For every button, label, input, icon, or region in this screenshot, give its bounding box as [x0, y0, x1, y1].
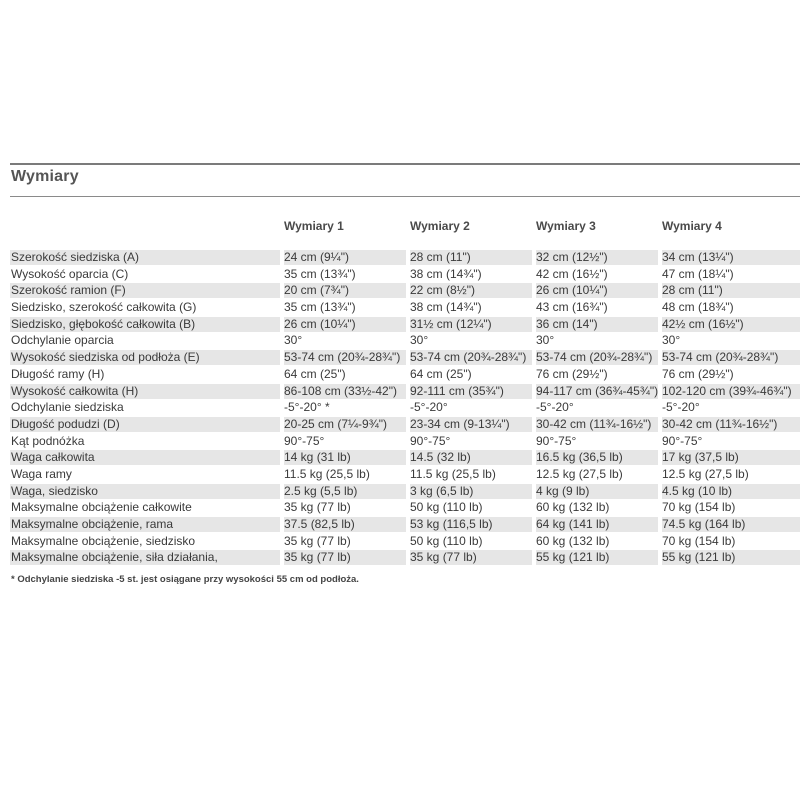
dimensions-table — [10, 249, 800, 566]
table-cell: -5°-20° — [536, 400, 574, 415]
table-cell: 30° — [284, 333, 303, 348]
row-label: Maksymalne obciążenie, siła działania, — [11, 550, 218, 565]
table-row — [10, 533, 800, 550]
table-cell: 30° — [410, 333, 429, 348]
table-cell: 16.5 kg (36,5 lb) — [536, 450, 623, 465]
row-label: Odchylanie oparcia — [11, 333, 114, 348]
row-label: Kąt podnóżka — [11, 433, 85, 448]
table-cell: 35 kg (77 lb) — [284, 550, 351, 565]
table-cell: 43 cm (16¾") — [536, 300, 608, 315]
row-label: Maksymalne obciążenie, rama — [11, 517, 174, 531]
table-cell: 12.5 kg (27,5 lb) — [536, 466, 623, 481]
table-row — [10, 433, 800, 450]
table-row — [10, 383, 800, 400]
table-cell: 38 cm (14¾") — [410, 300, 482, 315]
row-label: Maksymalne obciążenie całkowite — [11, 500, 192, 515]
column-header-2: Wymiary 2 — [410, 219, 470, 233]
table-cell: -5°-20° — [662, 400, 700, 415]
table-row — [10, 499, 800, 516]
row-label: Wysokość siedziska od podłoża (E) — [11, 350, 200, 365]
table-cell: 53 kg (116,5 lb) — [410, 517, 493, 531]
table-cell: 4 kg (9 lb) — [536, 483, 590, 498]
column-header-4: Wymiary 4 — [662, 219, 722, 233]
row-label: Długość ramy (H) — [11, 366, 105, 381]
table-cell: 14 kg (31 lb) — [284, 450, 351, 465]
table-cell: 60 kg (132 lb) — [536, 533, 610, 548]
footnote: * Odchylanie siedziska -5 st. jest osiągane przy wysokości 55 cm od podłoża. — [11, 574, 359, 585]
table-cell: 23-34 cm (9-13¼") — [410, 416, 510, 431]
row-label: Wysokość oparcia (C) — [11, 266, 129, 281]
table-cell: 26 cm (10¼") — [284, 316, 356, 331]
table-cell: 70 kg (154 lb) — [662, 500, 736, 515]
table-cell: 60 kg (132 lb) — [536, 500, 610, 515]
table-cell: 14.5 (32 lb) — [410, 450, 471, 465]
table-cell: 50 kg (110 lb) — [410, 533, 483, 548]
table-cell: 92-111 cm (35¾") — [410, 383, 504, 398]
table-cell: 47 cm (18¼") — [662, 266, 734, 281]
table-cell: 30-42 cm (11¾-16½") — [536, 416, 652, 431]
table-row — [10, 366, 800, 383]
table-cell: 55 kg (121 lb) — [662, 550, 736, 565]
row-label: Siedzisko, głębokość całkowita (B) — [11, 316, 196, 331]
table-cell: 53-74 cm (20¾-28¾") — [410, 350, 527, 365]
table-row — [10, 416, 800, 433]
table-cell: 24 cm (9¼") — [284, 250, 349, 264]
table-row — [10, 316, 800, 333]
table-row — [10, 516, 800, 533]
table-cell: 3 kg (6,5 lb) — [410, 483, 474, 498]
table-cell: 90°-75° — [410, 433, 451, 448]
table-header — [10, 216, 800, 236]
row-label: Szerokość siedziska (A) — [11, 250, 140, 264]
row-label: Maksymalne obciążenie, siedzisko — [11, 533, 196, 548]
table-row — [10, 349, 800, 366]
table-cell: -5°-20° * — [284, 400, 330, 415]
row-label: Wysokość całkowita (H) — [11, 383, 139, 398]
row-label: Długość podudzi (D) — [11, 416, 120, 431]
table-row — [10, 299, 800, 316]
table-row — [10, 399, 800, 416]
table-row — [10, 282, 800, 299]
table-cell: 12.5 kg (27,5 lb) — [662, 466, 749, 481]
table-cell: 86-108 cm (33½-42") — [284, 383, 397, 398]
table-cell: 53-74 cm (20¾-28¾") — [284, 350, 401, 365]
top-rule — [10, 163, 800, 165]
table-cell: 55 kg (121 lb) — [536, 550, 610, 565]
title-rule — [10, 196, 800, 197]
column-header-3: Wymiary 3 — [536, 219, 596, 233]
table-cell: 28 cm (11") — [662, 283, 723, 298]
table-cell: 64 kg (141 lb) — [536, 517, 610, 531]
table-cell: 90°-75° — [284, 433, 325, 448]
table-cell: -5°-20° — [410, 400, 448, 415]
page-title: Wymiary — [11, 168, 79, 185]
table-cell: 22 cm (8½") — [410, 283, 475, 298]
table-cell: 64 cm (25") — [410, 366, 472, 381]
table-cell: 38 cm (14¾") — [410, 266, 482, 281]
table-row — [10, 332, 800, 349]
table-cell: 30-42 cm (11¾-16½") — [662, 416, 778, 431]
table-cell: 90°-75° — [536, 433, 577, 448]
table-cell: 30° — [662, 333, 681, 348]
table-cell: 35 kg (77 lb) — [284, 500, 351, 515]
table-cell: 28 cm (11") — [410, 250, 471, 264]
row-label: Szerokość ramion (F) — [11, 283, 126, 298]
table-cell: 2.5 kg (5,5 lb) — [284, 483, 358, 498]
table-cell: 76 cm (29½") — [662, 366, 734, 381]
table-cell: 35 cm (13¾") — [284, 266, 356, 281]
table-cell: 53-74 cm (20¾-28¾") — [662, 350, 779, 365]
table-cell: 42½ cm (16½") — [662, 316, 744, 331]
table-row — [10, 483, 800, 500]
table-cell: 34 cm (13¼") — [662, 250, 734, 264]
row-label: Waga całkowita — [11, 450, 95, 465]
table-row — [10, 549, 800, 566]
table-cell: 37.5 (82,5 lb) — [284, 517, 355, 531]
table-cell: 30° — [536, 333, 555, 348]
table-cell: 36 cm (14") — [536, 316, 598, 331]
table-cell: 4.5 kg (10 lb) — [662, 483, 733, 498]
table-row — [10, 249, 800, 266]
row-label: Waga ramy — [11, 466, 72, 481]
table-cell: 53-74 cm (20¾-28¾") — [536, 350, 653, 365]
table-cell: 70 kg (154 lb) — [662, 533, 736, 548]
table-cell: 35 cm (13¾") — [284, 300, 356, 315]
table-cell: 11.5 kg (25,5 lb) — [284, 466, 370, 481]
table-row — [10, 466, 800, 483]
row-label: Siedzisko, szerokość całkowita (G) — [11, 300, 197, 315]
table-cell: 31½ cm (12¼") — [410, 316, 492, 331]
table-cell: 20 cm (7¾") — [284, 283, 349, 298]
table-cell: 76 cm (29½") — [536, 366, 608, 381]
row-label: Odchylanie siedziska — [11, 400, 124, 415]
table-cell: 42 cm (16½") — [536, 266, 608, 281]
table-cell: 32 cm (12½") — [536, 250, 608, 264]
table-cell: 11.5 kg (25,5 lb) — [410, 466, 496, 481]
row-label: Waga, siedzisko — [11, 483, 98, 498]
table-cell: 35 kg (77 lb) — [410, 550, 477, 565]
table-row — [10, 449, 800, 466]
table-cell: 26 cm (10¼") — [536, 283, 608, 298]
table-cell: 74.5 kg (164 lb) — [662, 517, 746, 531]
column-header-1: Wymiary 1 — [284, 219, 344, 233]
table-cell: 20-25 cm (7¼-9¾") — [284, 416, 387, 431]
table-cell: 94-117 cm (36¾-45¾") — [536, 383, 659, 398]
table-row — [10, 266, 800, 283]
table-cell: 64 cm (25") — [284, 366, 346, 381]
table-cell: 50 kg (110 lb) — [410, 500, 483, 515]
table-cell: 35 kg (77 lb) — [284, 533, 351, 548]
table-cell: 48 cm (18¾") — [662, 300, 734, 315]
table-cell: 102-120 cm (39¾-46¾") — [662, 383, 792, 398]
table-cell: 90°-75° — [662, 433, 703, 448]
table-cell: 17 kg (37,5 lb) — [662, 450, 739, 465]
